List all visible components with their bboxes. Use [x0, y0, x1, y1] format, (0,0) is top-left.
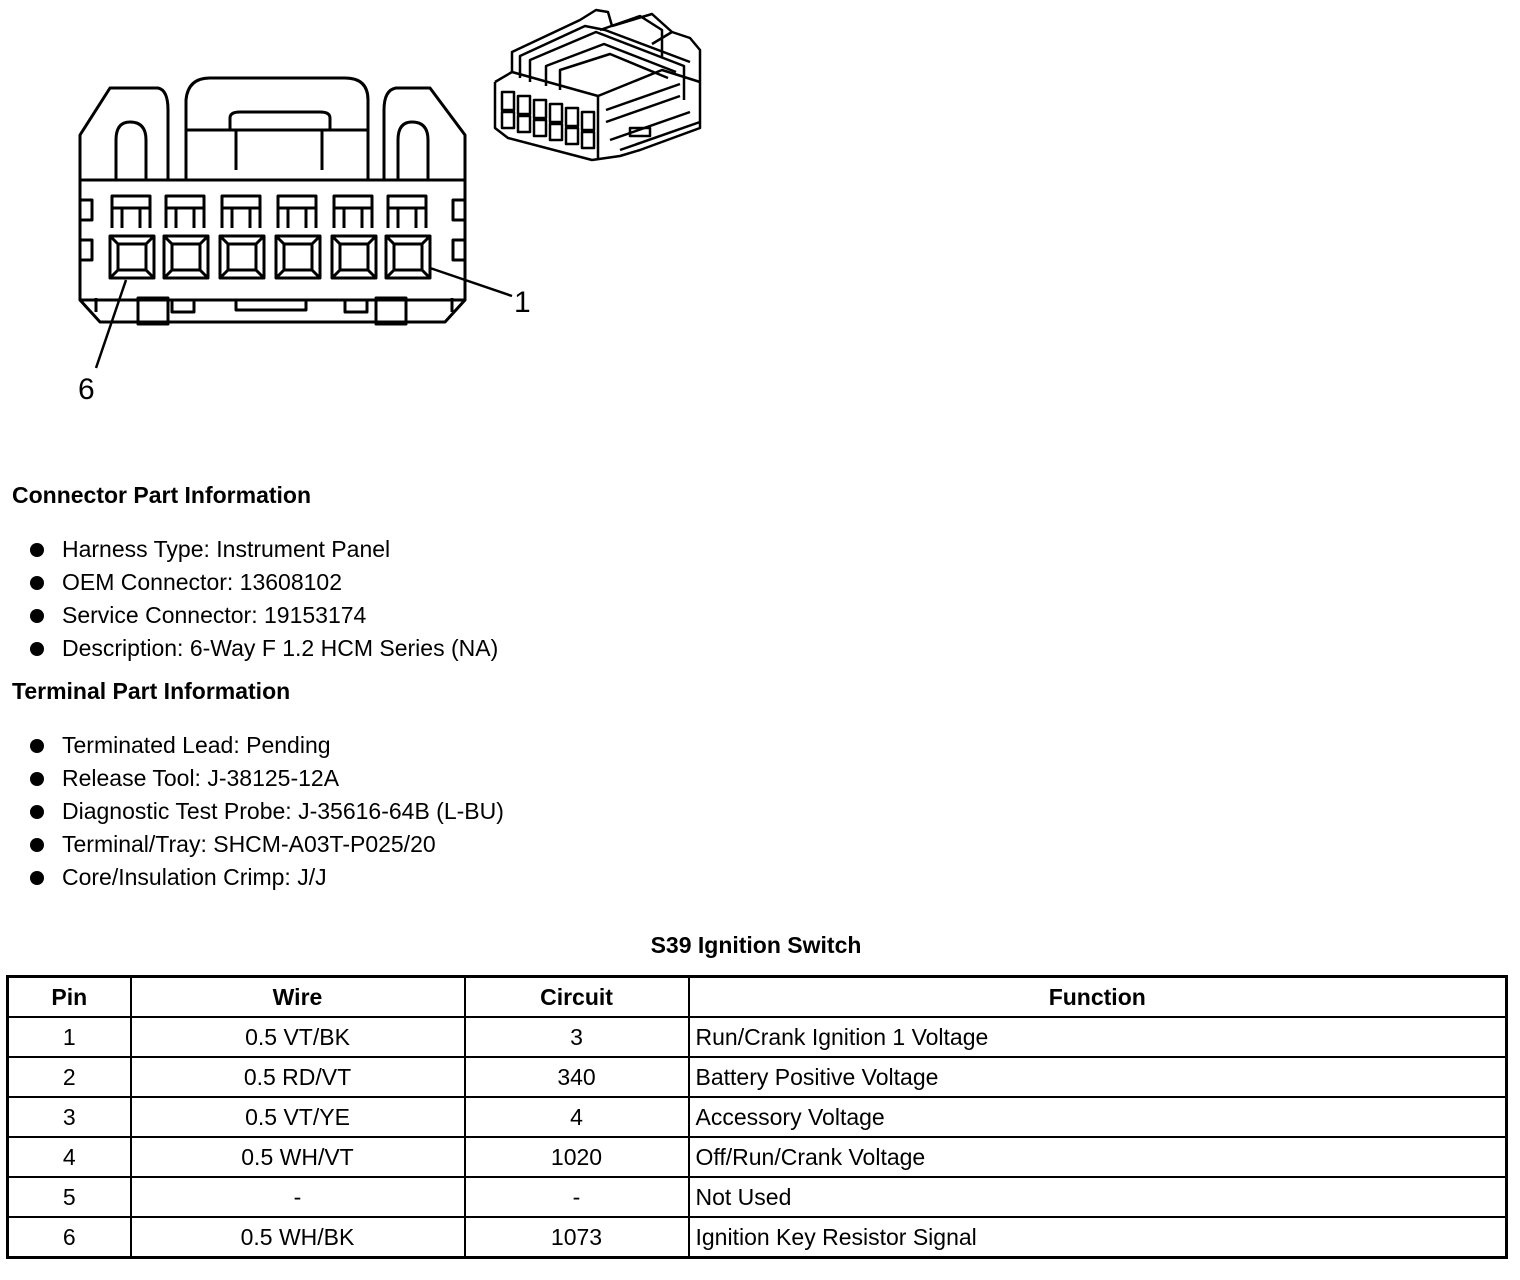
terminal-cavities — [110, 236, 430, 278]
table-row — [8, 1057, 1507, 1097]
bullet-icon — [30, 609, 44, 623]
list-item — [30, 632, 498, 665]
list-item-text: Harness Type: Instrument Panel — [62, 536, 391, 562]
table-title: S39 Ignition Switch — [650, 932, 862, 958]
list-item — [30, 861, 504, 894]
list-item — [30, 828, 504, 861]
cell-wire: 0.5 WH/BK — [131, 1217, 465, 1258]
bullet-icon — [30, 642, 44, 656]
list-item-text: Release Tool: J-38125-12A — [62, 765, 340, 791]
table-header-row — [8, 977, 1507, 1018]
list-item-text: Service Connector: 19153174 — [62, 602, 367, 628]
cell-wire: 0.5 RD/VT — [131, 1057, 465, 1097]
terminal-part-info-heading: Terminal Part Information — [12, 678, 291, 704]
table-row — [8, 1097, 1507, 1137]
cavity-pin-2 — [332, 236, 376, 278]
bullet-icon — [30, 739, 44, 753]
cell-pin: 5 — [8, 1177, 131, 1217]
cell-circuit: - — [465, 1177, 689, 1217]
list-item-text: Diagnostic Test Probe: J-35616-64B (L-BU) — [62, 798, 504, 824]
list-item — [30, 533, 498, 566]
cell-pin: 2 — [8, 1057, 131, 1097]
pin-table — [6, 975, 1508, 1259]
column-header-function: Function — [689, 977, 1507, 1018]
callout-leader-6 — [96, 280, 126, 368]
terminal-part-info-list — [30, 729, 504, 894]
cell-pin: 4 — [8, 1137, 131, 1177]
list-item-text: Core/Insulation Crimp: J/J — [62, 864, 327, 890]
column-header-wire: Wire — [131, 977, 465, 1018]
cell-pin: 1 — [8, 1017, 131, 1057]
connector-part-info-list — [30, 533, 498, 665]
cell-wire: 0.5 VT/BK — [131, 1017, 465, 1057]
cell-circuit: 340 — [465, 1057, 689, 1097]
list-item — [30, 566, 498, 599]
cell-wire: 0.5 VT/YE — [131, 1097, 465, 1137]
bullet-icon — [30, 838, 44, 852]
bullet-icon — [30, 805, 44, 819]
cavity-pin-6 — [110, 236, 154, 278]
connector-face — [80, 78, 465, 324]
cell-function: Run/Crank Ignition 1 Voltage — [689, 1017, 1507, 1057]
table-row — [8, 1217, 1507, 1258]
bullet-icon — [30, 543, 44, 557]
bullet-icon — [30, 871, 44, 885]
cell-function: Battery Positive Voltage — [689, 1057, 1507, 1097]
cell-wire: 0.5 WH/VT — [131, 1137, 465, 1177]
table-row — [8, 1177, 1507, 1217]
cell-circuit: 3 — [465, 1017, 689, 1057]
cell-circuit: 1020 — [465, 1137, 689, 1177]
cell-function: Accessory Voltage — [689, 1097, 1507, 1137]
list-item — [30, 762, 504, 795]
list-item — [30, 795, 504, 828]
list-item-text: Description: 6-Way F 1.2 HCM Series (NA) — [62, 635, 499, 661]
cell-function: Not Used — [689, 1177, 1507, 1217]
cavity-pin-1 — [386, 236, 430, 278]
list-item — [30, 599, 498, 632]
list-item-text: Terminated Lead: Pending — [62, 732, 331, 758]
cavity-pin-3 — [276, 236, 320, 278]
connector-diagram — [0, 0, 760, 420]
callout-pin-1: 1 — [514, 286, 531, 319]
cell-pin: 3 — [8, 1097, 131, 1137]
list-item-text: Terminal/Tray: SHCM-A03T-P025/20 — [62, 831, 436, 857]
cavity-pin-4 — [220, 236, 264, 278]
cell-circuit: 1073 — [465, 1217, 689, 1258]
table-row — [8, 1017, 1507, 1057]
cell-circuit: 4 — [465, 1097, 689, 1137]
cell-function: Ignition Key Resistor Signal — [689, 1217, 1507, 1258]
bullet-icon — [30, 576, 44, 590]
list-item-text: OEM Connector: 13608102 — [62, 569, 343, 595]
callout-pin-6: 6 — [78, 373, 95, 406]
callout-leader-1 — [430, 268, 512, 296]
connector-part-info-heading: Connector Part Information — [12, 482, 312, 508]
list-item — [30, 729, 504, 762]
column-header-pin: Pin — [8, 977, 131, 1018]
bullet-icon — [30, 772, 44, 786]
connector-isometric-view — [495, 10, 700, 160]
table-row — [8, 1137, 1507, 1177]
cell-pin: 6 — [8, 1217, 131, 1258]
column-header-circuit: Circuit — [465, 977, 689, 1018]
cell-wire: - — [131, 1177, 465, 1217]
cell-function: Off/Run/Crank Voltage — [689, 1137, 1507, 1177]
cavity-latches — [112, 196, 426, 228]
cavity-pin-5 — [164, 236, 208, 278]
